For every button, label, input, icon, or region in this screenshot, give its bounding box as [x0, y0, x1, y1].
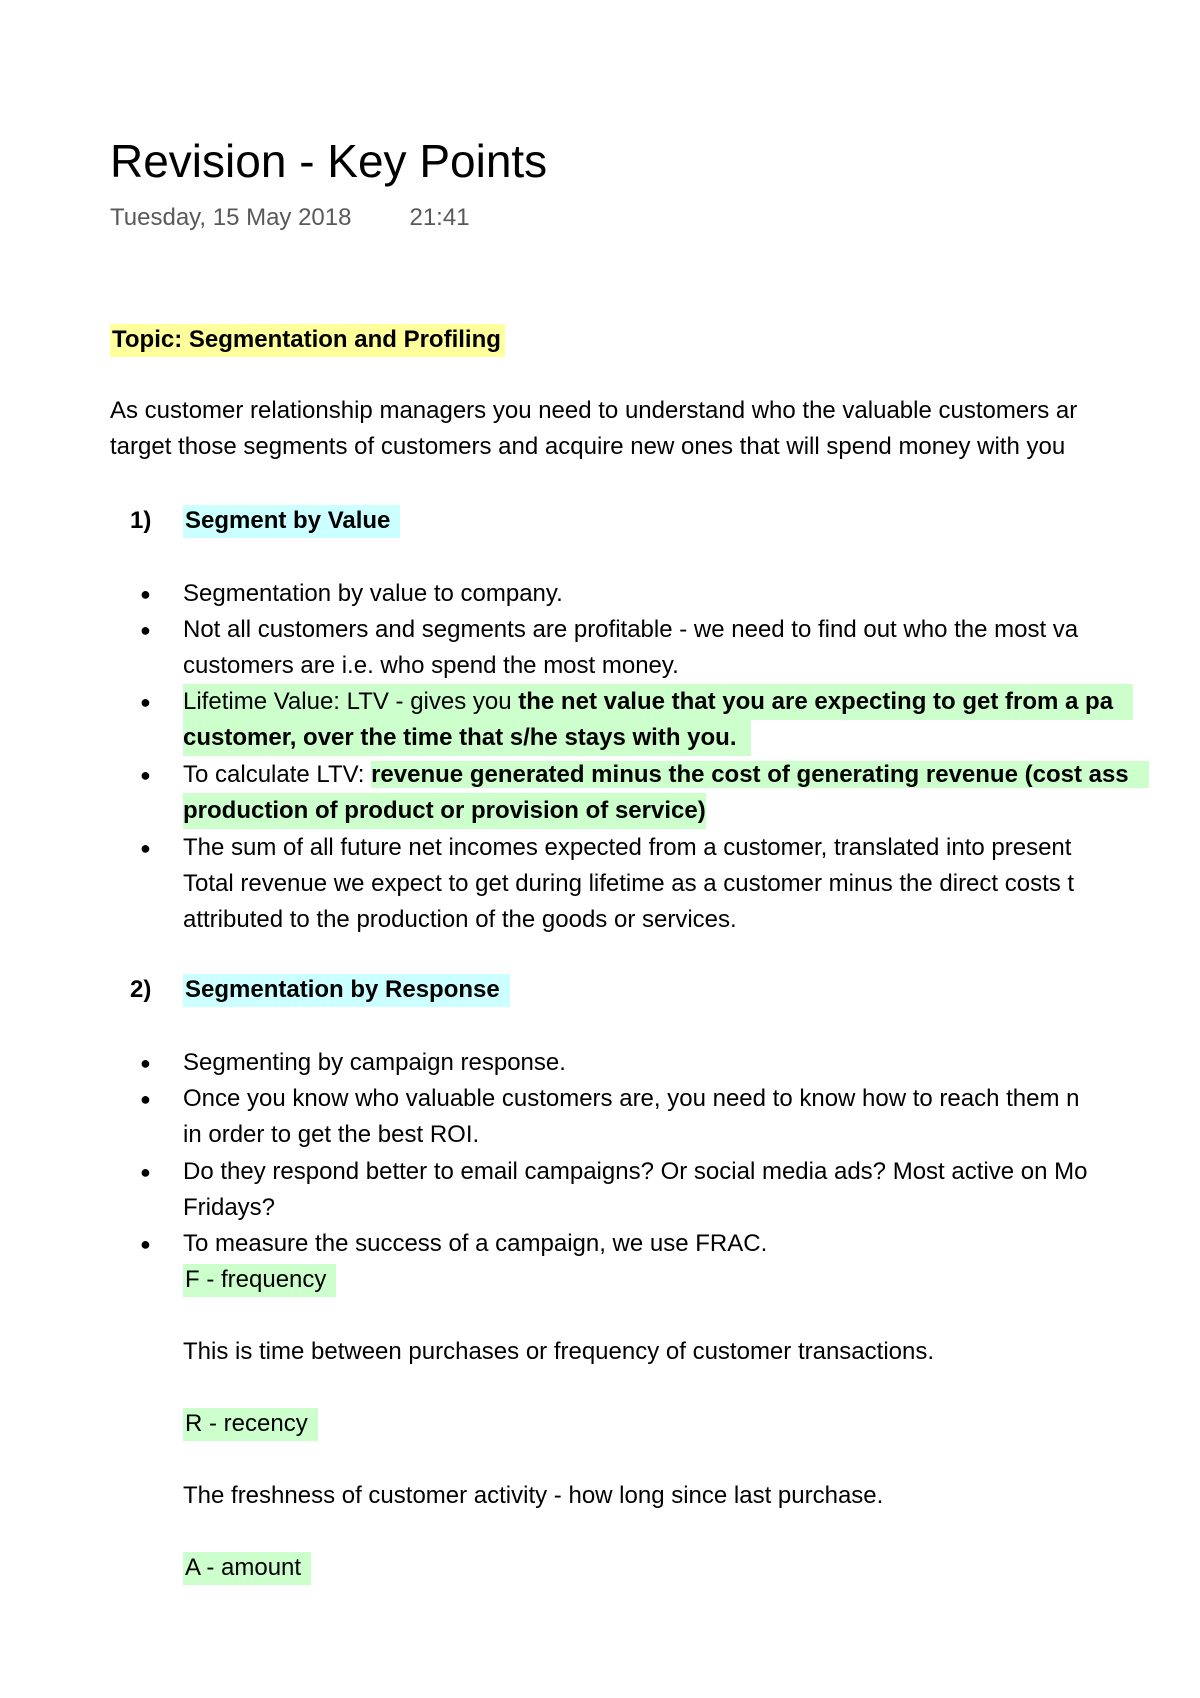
- s2-bullet4: To measure the success of a campaign, we use FRAC.: [183, 1230, 768, 1257]
- section2-number: 2): [130, 976, 152, 1003]
- frac-a-label: [183, 1550, 311, 1586]
- bullet-icon: ●: [140, 1089, 151, 1109]
- bullet-icon: ●: [140, 765, 151, 785]
- bullet-icon: ●: [140, 584, 151, 604]
- bullet-icon: ●: [140, 1053, 151, 1073]
- bullet-icon: ●: [140, 838, 151, 858]
- s1-bullet3-prefix: Lifetime Value: LTV - gives you: [183, 688, 519, 715]
- s1-bullet3-line2: [183, 720, 751, 756]
- section1-heading: [183, 503, 400, 539]
- frac-r-text: The freshness of customer activity - how long since last purchase.: [183, 1482, 884, 1509]
- frac-f-label: [183, 1262, 336, 1298]
- s2-bullet1: Segmenting by campaign response.: [183, 1049, 566, 1076]
- s1-bullet4-prefix: To calculate LTV:: [183, 761, 372, 788]
- page-title: Revision - Key Points: [110, 135, 548, 187]
- frac-r-label: [183, 1406, 318, 1442]
- intro-line-1: As customer relationship managers you need to understand who the valuable customers ar: [110, 397, 1078, 424]
- s1-bullet3-bold2: customer, over the time that s/he stays with you.: [183, 724, 737, 751]
- frac-a-label-text: A - amount: [183, 1552, 311, 1585]
- frac-f-label-text: F - frequency: [183, 1264, 336, 1297]
- intro-line-2: target those segments of customers and acquire new ones that will spend money with you: [110, 433, 1066, 460]
- s2-bullet2-line1: Once you know who valuable customers are, you need to know how to reach them n: [183, 1085, 1080, 1112]
- s2-bullet3-line2: Fridays?: [183, 1194, 276, 1221]
- page-time: 21:41: [409, 204, 470, 231]
- s1-bullet4-bold1: revenue generated minus the cost of generating revenue (cost ass: [371, 761, 1149, 788]
- s1-bullet4-line1: [183, 757, 1149, 793]
- section2-heading-label: Segmentation by Response: [183, 974, 510, 1007]
- s2-bullet3-line1: Do they respond better to email campaigns? Or social media ads? Most active on Mo: [183, 1158, 1088, 1185]
- s1-bullet1: Segmentation by value to company.: [183, 580, 563, 607]
- s1-bullet5-line3: attributed to the production of the goods or services.: [183, 906, 737, 933]
- topic-label: Topic: Segmentation and Profiling: [110, 324, 505, 357]
- page-meta: [110, 204, 470, 232]
- frac-f-text: This is time between purchases or frequency of customer transactions.: [183, 1338, 935, 1365]
- page-date: Tuesday, 15 May 2018: [110, 204, 352, 231]
- bullet-icon: ●: [140, 1234, 151, 1254]
- frac-r-label-text: R - recency: [183, 1408, 318, 1441]
- s1-bullet5-line1: The sum of all future net incomes expected from a customer, translated into present: [183, 834, 1072, 861]
- s1-bullet3-bold1: the net value that you are expecting to get from a pa: [518, 688, 1114, 715]
- s1-bullet4-line2: [183, 793, 706, 829]
- bullet-icon: ●: [140, 692, 151, 712]
- s1-bullet2-line2: customers are i.e. who spend the most money.: [183, 652, 679, 679]
- s2-bullet2-line2: in order to get the best ROI.: [183, 1121, 480, 1148]
- section1-heading-label: Segment by Value: [183, 505, 400, 538]
- s1-bullet3-line1: [183, 684, 1133, 720]
- s1-bullet2-line1: Not all customers and segments are profitable - we need to find out who the most va: [183, 616, 1079, 643]
- s1-bullet4-bold2: production of product or provision of service): [183, 797, 706, 824]
- section1-number: 1): [130, 507, 152, 534]
- topic-heading: [110, 322, 505, 358]
- section2-heading: [183, 972, 510, 1008]
- s1-bullet5-line2: Total revenue we expect to get during lifetime as a customer minus the direct costs t: [183, 870, 1075, 897]
- bullet-icon: ●: [140, 1162, 151, 1182]
- bullet-icon: ●: [140, 620, 151, 640]
